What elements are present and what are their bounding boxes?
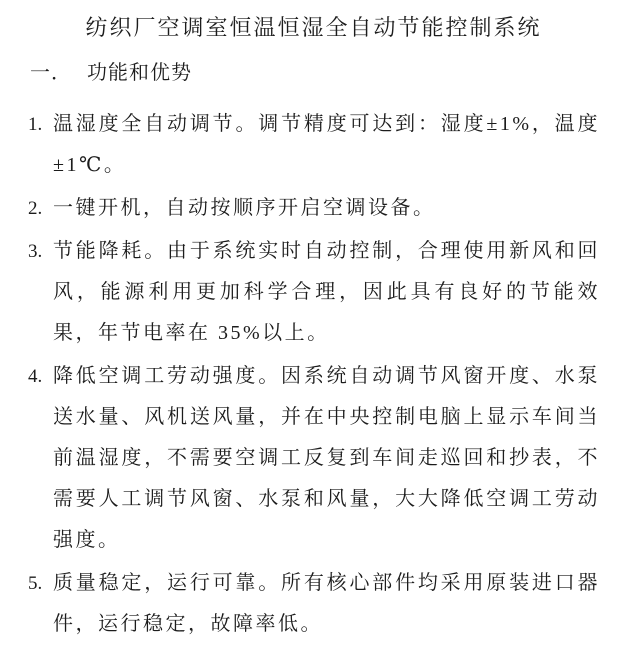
list-item <box>28 356 600 561</box>
section-number: 一． <box>30 62 72 84</box>
feature-list <box>28 104 600 645</box>
document-title: 纺织厂空调室恒温恒湿全自动节能控制系统 <box>85 15 542 40</box>
list-item-text: 降低空调工劳动强度。因系统自动调节风窗开度、水泵送水量、风机送风量，并在中央控制电脑上显示车间当前温湿度，不需要空调工反复到车间走巡回和抄表，不需要人工调节风窗、水泵和风量，大大降低空调工劳动强度。 <box>53 365 600 551</box>
list-item-number: 5. <box>28 573 43 594</box>
section-heading <box>30 60 600 86</box>
list-item-text: 质量稳定，运行可靠。所有核心部件均采用原装进口器件，运行稳定，故障率低。 <box>53 572 600 635</box>
list-item-text: 温湿度全自动调节。调节精度可达到：湿度±1%，温度±1℃。 <box>53 113 600 176</box>
list-item-number: 4. <box>28 366 43 387</box>
section-title: 功能和优势 <box>87 62 192 84</box>
list-item <box>28 104 600 186</box>
list-item-number: 2. <box>28 198 43 219</box>
list-item-text: 一键开机，自动按顺序开启空调设备。 <box>53 197 436 219</box>
list-item-number: 3. <box>28 241 43 262</box>
list-item-number: 1. <box>28 114 43 135</box>
list-item <box>28 231 600 354</box>
list-item <box>28 188 600 229</box>
list-item <box>28 563 600 645</box>
list-item-text: 节能降耗。由于系统实时自动控制，合理使用新风和回风，能源利用更加科学合理，因此具有良好的节能效果，年节电率在 35%以上。 <box>53 240 600 344</box>
